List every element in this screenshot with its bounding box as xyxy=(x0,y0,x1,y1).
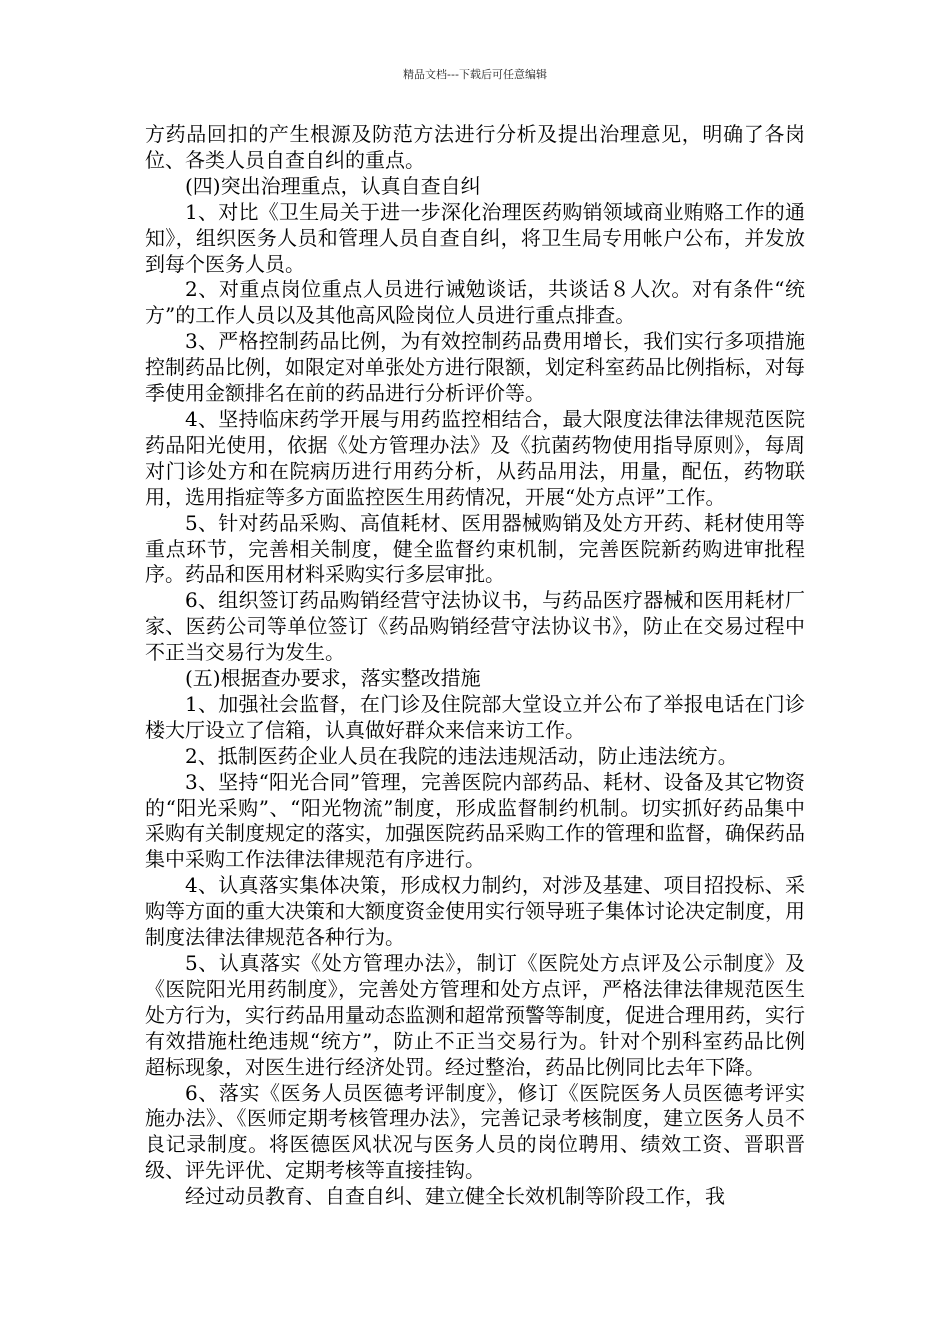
paragraph: 4、认真落实集体决策，形成权力制约，对涉及基建、项目招投标、采购等方面的重大决策和大额度资金使用实行领导班子集体讨论决定制度，用制度法律法律规范各种行为。 xyxy=(145,873,805,950)
paragraph: 经过动员教育、自查自纠、建立健全长效机制等阶段工作，我 xyxy=(185,1184,725,1209)
paragraph: 2、对重点岗位重点人员进行诫勉谈话，共谈话８人次。对有条件“统方”的工作人员以及其他高风险岗位人员进行重点排查。 xyxy=(145,277,805,328)
paragraph: 6、落实《医务人员医德考评制度》，修订《医院医务人员医德考评实施办法》、《医师定期考核管理办法》，完善记录考核制度，建立医务人员不良记录制度。将医德医风状况与医务人员的岗位聘用、绩效工资、晋职晋级、评先评优、定期考核等直接挂钩。 xyxy=(145,1080,805,1183)
paragraph: 3、严格控制药品比例，为有效控制药品费用增长，我们实行多项措施控制药品比例，如限定对单张处方进行限额，划定科室药品比例指标，对每季使用金额排名在前的药品进行分析评价等。 xyxy=(145,329,805,406)
paragraph: 3、坚持“阳光合同”管理，完善医院内部药品、耗材、设备及其它物资的“阳光采购”、“阳光物流”制度，形成监督制约机制。切实抓好药品集中采购有关制度规定的落实，加强医院药品采购工作的管理和监督，确保药品集中采购工作法律法律规范有序进行。 xyxy=(145,769,805,872)
paragraph: 6、组织签订药品购销经营守法协议书，与药品医疗器械和医用耗材厂家、医药公司等单位签订《药品购销经营守法协议书》，防止在交易过程中不正当交易行为发生。 xyxy=(145,588,805,665)
document-body xyxy=(145,122,805,1210)
paragraph: 5、认真落实《处方管理办法》，制订《医院处方点评及公示制度》及《医院阳光用药制度》，完善处方管理和处方点评，严格法律法律规范医生处方行为，实行药品用量动态监测和超常预警等制度，促进合理用药，实行有效措施杜绝违规“统方”，防止不正当交易行为。针对个别科室药品比例超标现象，对医生进行经济处罚。经过整治，药品比例同比去年下降。 xyxy=(145,951,805,1079)
paragraph: 2、抵制医药企业人员在我院的违法违规活动，防止违法统方。 xyxy=(185,743,738,768)
section-heading-5: (五)根据查办要求，落实整改措施 xyxy=(185,666,481,691)
paragraph: 5、针对药品采购、高值耗材、医用器械购销及处方开药、耗材使用等重点环节，完善相关制度，健全监督约束机制，完善医院新药购进审批程序。药品和医用材料采购实行多层审批。 xyxy=(145,510,805,587)
page-header: 精品文档---下载后可任意编辑 xyxy=(403,68,547,81)
paragraph: 1、加强社会监督，在门诊及住院部大堂设立并公布了举报电话在门诊楼大厅设立了信箱，认真做好群众来信来访工作。 xyxy=(145,691,805,742)
paragraph: 4、坚持临床药学开展与用药监控相结合，最大限度法律法律规范医院药品阳光使用，依据《处方管理办法》及《抗菌药物使用指导原则》，每周对门诊处方和在院病历进行用药分析，从药品用法，用量，配伍，药物联用，选用指症等多方面监控医生用药情况，开展“处方点评”工作。 xyxy=(145,406,805,509)
paragraph: 1、对比《卫生局关于进一步深化治理医药购销领域商业贿赂工作的通知》，组织医务人员和管理人员自查自纠，将卫生局专用帐户公布，并发放到每个医务人员。 xyxy=(145,199,805,276)
section-heading-4: (四)突出治理重点，认真自查自纠 xyxy=(185,173,481,198)
paragraph-continuation: 方药品回扣的产生根源及防范方法进行分析及提出治理意见，明确了各岗位、各类人员自查自纠的重点。 xyxy=(145,122,805,172)
